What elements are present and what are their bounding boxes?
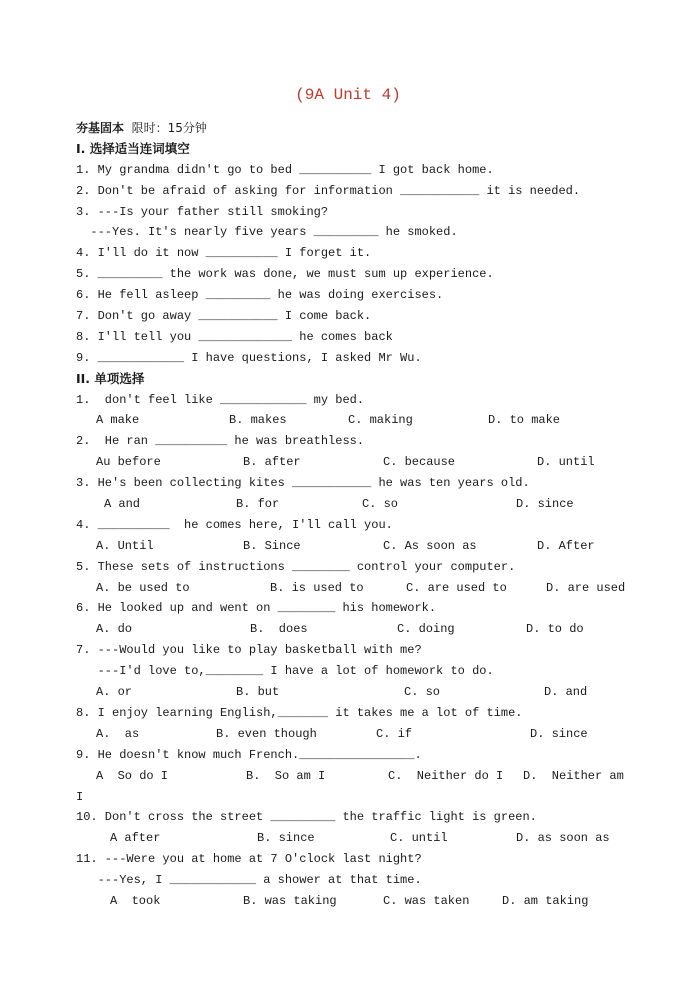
option-a: A after [110,831,161,846]
fill-blank-item: 4. I'll do it now __________ I forget it. [76,246,372,261]
option-d: D. since [516,497,574,512]
options-row [76,536,636,557]
option-c: C. was taken [383,893,470,908]
question-stem: 10. Don't cross the street _________ the traffic light is green. [76,810,537,825]
worksheet-body [76,118,636,912]
option-d: D. Neither am [523,768,624,783]
option-a: A. do [96,622,133,637]
options-row [76,891,636,912]
option-c: C. Neither do I [388,768,504,783]
option-b: B. makes [229,413,287,428]
time-limit: 限时：15分钟 [131,121,207,135]
question-stem: 6. He looked up and went on ________ his homework. [76,601,437,616]
option-c: C. so [404,685,441,700]
question-stem: 3. He's been collecting kites ___________ he was ten years old. [76,476,530,491]
question-stem-cont: ---Yes, I ____________ a shower at that time. [76,873,422,888]
options-row [76,619,636,640]
option-b: B. since [257,831,315,846]
option-d: D. to make [488,413,561,428]
option-b: B. is used to [270,580,364,595]
option-d: D. as soon as [516,831,610,846]
fill-blank-item: 2. Don't be afraid of asking for information ___________ it is needed. [76,183,581,198]
option-a: A make [96,413,140,428]
fill-blank-item: 3. ---Is your father still smoking? [76,204,329,219]
option-b: B. was taking [243,893,337,908]
options-row [76,766,636,787]
option-b: B. So am I [246,768,326,783]
option-c: C. so [362,497,399,512]
options-row [76,828,636,849]
fill-blank-item: 8. I'll tell you _____________ he comes back [76,329,393,344]
question-stem: 1. don't feel like ____________ my bed. [76,392,365,407]
fill-blank-item: ---Yes. It's nearly five years _________ he smoked. [76,225,458,240]
option-b: B. does [250,622,308,637]
option-c: C. making [348,413,413,428]
option-a: A. as [96,726,140,741]
options-row [76,724,636,745]
option-a: A took [110,893,161,908]
question-stem-cont: ---I'd love to,________ I have a lot of homework to do. [76,664,494,679]
option-a: A. or [96,685,133,700]
option-c: C. doing [397,622,455,637]
option-d: D. After [537,538,595,553]
option-c: C. if [376,726,413,741]
fill-blank-item: 1. My grandma didn't go to bed __________ I got back home. [76,162,494,177]
question-stem: 9. He doesn't know much French.________________. [76,747,422,762]
option-a: A So do I [96,768,169,783]
document-title: (9A Unit 4) [295,86,401,104]
option-b: B. after [243,455,301,470]
question-stem: 8. I enjoy learning English,_______ it takes me a lot of time. [76,705,523,720]
option-d: D. since [530,726,588,741]
option-d: D. are used [546,580,626,595]
option-b: B. for [236,497,280,512]
option-d: D. and [544,685,588,700]
option-wrap: I [76,789,84,804]
subtitle [76,118,636,139]
question-stem: 5. These sets of instructions ________ control your computer. [76,559,516,574]
option-c: C. because [383,455,456,470]
option-d: D. am taking [502,893,589,908]
options-row [76,452,636,473]
fill-blank-item: 9. ____________ I have questions, I asked Mr Wu. [76,350,422,365]
fill-blank-item: 5. _________ the work was done, we must sum up experience. [76,267,494,282]
options-row [76,578,636,599]
option-a: Au before [96,455,161,470]
option-a: A. Until [96,538,154,553]
options-row [76,410,636,431]
question-stem: 2. He ran __________ he was breathless. [76,434,365,449]
section1-heading: I. 选择适当连词填空 [76,140,190,156]
options-row [76,682,636,703]
fill-blank-item: 6. He fell asleep _________ he was doing exercises. [76,288,444,303]
subtitle-label: 夯基固本 [76,121,125,135]
option-d: D. until [537,455,595,470]
option-b: B. Since [243,538,301,553]
fill-blank-item: 7. Don't go away ___________ I come back. [76,309,372,324]
section2-heading: II. 单项选择 [76,370,145,386]
option-d: D. to do [526,622,584,637]
option-b: B. even though [216,726,317,741]
question-stem: 4. __________ he comes here, I'll call you. [76,517,393,532]
option-c: C. are used to [406,580,507,595]
option-a: A and [104,497,141,512]
option-c: C. until [390,831,448,846]
option-b: B. but [236,685,280,700]
question-stem: 11. ---Were you at home at 7 O'clock last night? [76,852,422,867]
option-a: A. be used to [96,580,190,595]
question-stem: 7. ---Would you like to play basketball with me? [76,643,422,658]
options-row [76,494,636,515]
option-c: C. As soon as [383,538,477,553]
